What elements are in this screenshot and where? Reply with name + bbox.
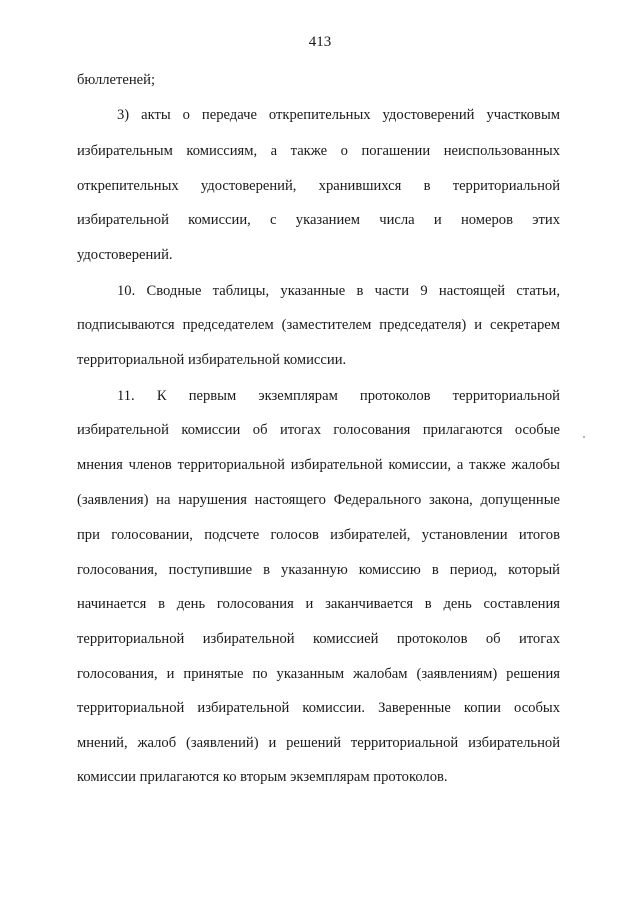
text-line: избирательной комиссии, с указанием числа и номеров этих bbox=[77, 212, 560, 228]
text-line: бюллетеней; bbox=[77, 72, 156, 88]
text-line: территориальной избирательной комиссии. Заверенные копии особых bbox=[77, 700, 560, 716]
text-line: открепительных удостоверений, хранившихся в территориальной bbox=[77, 178, 560, 194]
text-line: комиссии прилагаются ко вторым экземплярам протоколов. bbox=[77, 769, 448, 785]
text-line: 10. Сводные таблицы, указанные в части 9 настоящей статьи, bbox=[117, 283, 560, 299]
text-line: территориальной избирательной комиссией протоколов об итогах bbox=[77, 631, 560, 647]
text-line: мнения членов территориальной избирательной комиссии, а также жалобы bbox=[77, 457, 560, 473]
text-line: при голосовании, подсчете голосов избирателей, установлении итогов bbox=[77, 527, 560, 543]
text-line: голосования, и принятые по указанным жалобам (заявлениям) решения bbox=[77, 666, 560, 682]
text-line: территориальной избирательной комиссии. bbox=[77, 352, 347, 368]
text-line: голосования, поступившие в указанную комиссию в период, который bbox=[77, 562, 560, 578]
text-line: 11. К первым экземплярам протоколов территориальной bbox=[117, 388, 560, 404]
text-line: избирательным комиссиям, а также о погашении неиспользованных bbox=[77, 143, 560, 159]
text-line: удостоверений. bbox=[77, 247, 173, 263]
text-line: подписываются председателем (заместителем председателя) и секретарем bbox=[77, 317, 560, 333]
text-line: 3) акты о передаче открепительных удостоверений участковым bbox=[117, 107, 560, 123]
text-line: мнений, жалоб (заявлений) и решений территориальной избирательной bbox=[77, 735, 560, 751]
scan-speck bbox=[583, 436, 585, 438]
text-line: начинается в день голосования и заканчивается в день составления bbox=[77, 596, 560, 612]
page-number: 413 bbox=[308, 34, 332, 50]
text-line: избирательной комиссии об итогах голосования прилагаются особые bbox=[77, 422, 560, 438]
text-line: (заявления) на нарушения настоящего Федерального закона, допущенные bbox=[77, 492, 560, 508]
